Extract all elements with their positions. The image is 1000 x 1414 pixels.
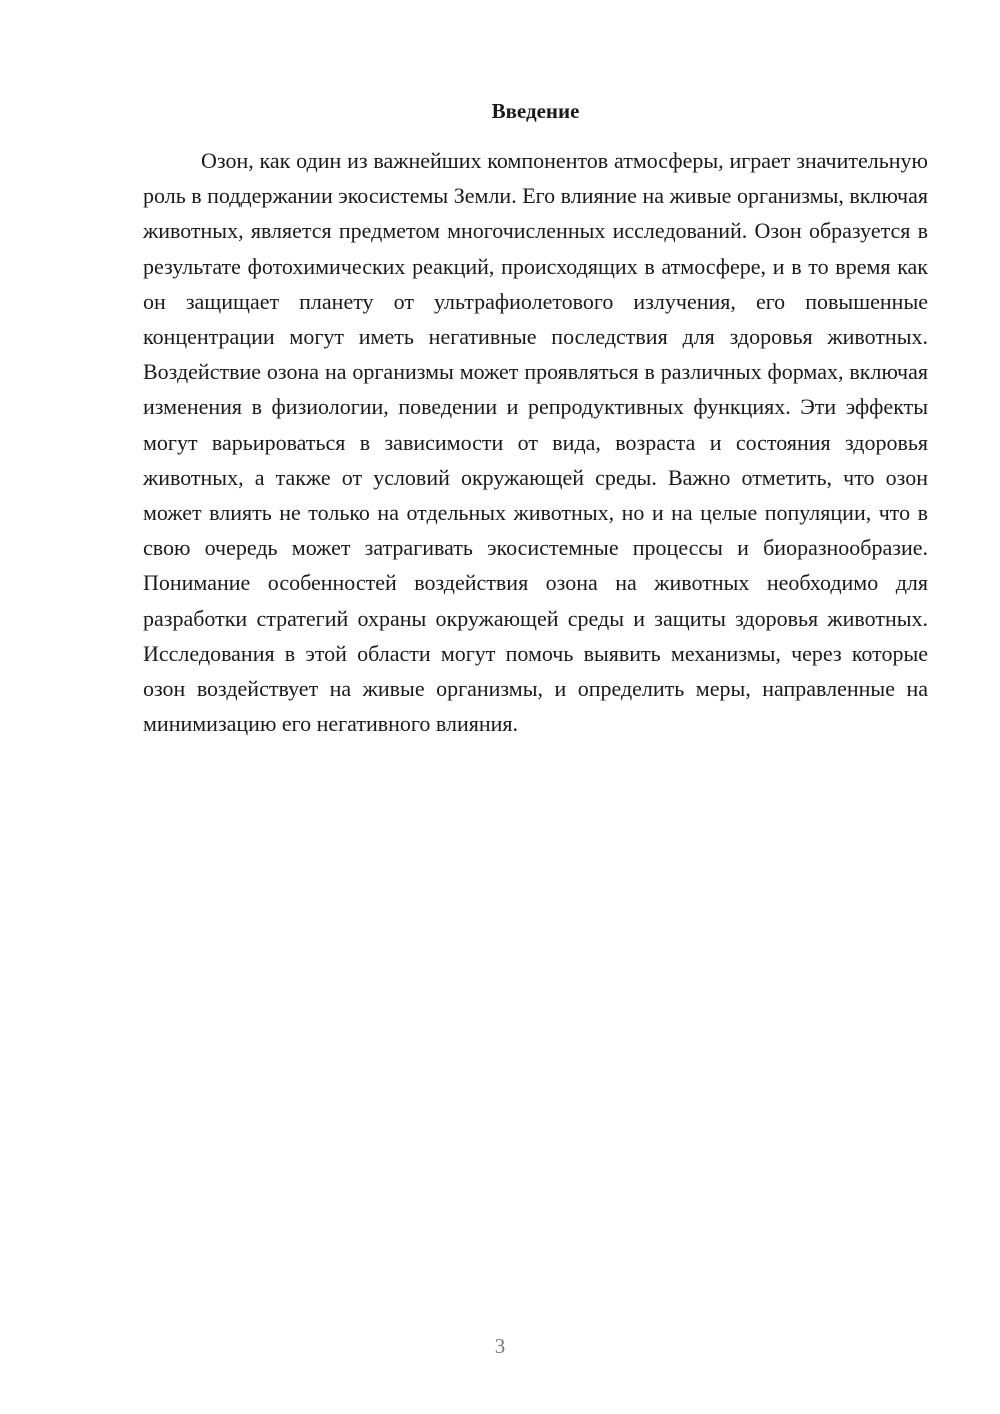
page-number: 3 xyxy=(494,1334,506,1358)
introduction-paragraph: Озон, как один из важнейших компонентов атмосферы, играет значительную роль в поддержании экосистемы Земли. Его влияние на живые организмы, включая животных, является предметом многочисленных исследований. Озон образуется в результате фотохимических реакций, происходящих в атмосфере, и в то время как он защищает планету от ультрафиолетового излучения, его повышенные концентрации могут иметь негативные последствия для здоровья животных. Воздействие озона на организмы может проявляться в различных формах, включая изменения в физиологии, поведении и репродуктивных функциях. Эти эффекты могут варьироваться в зависимости от вида, возраста и состояния здоровья животных, а также от условий окружающей среды. Важно отметить, что озон может влиять не только на отдельных животных, но и на целые популяции, что в свою очередь может затрагивать экосистемные процессы и биоразнообразие. Понимание особенностей воздействия озона на животных необходимо для разработки стратегий охраны окружающей среды и защиты здоровья животных. Исследования в этой области могут помочь выявить механизмы, через которые озон воздействует на живые организмы, и определить меры, направленные на минимизацию его негативного влияния. xyxy=(143,148,928,737)
section-heading: Введение xyxy=(491,99,580,123)
